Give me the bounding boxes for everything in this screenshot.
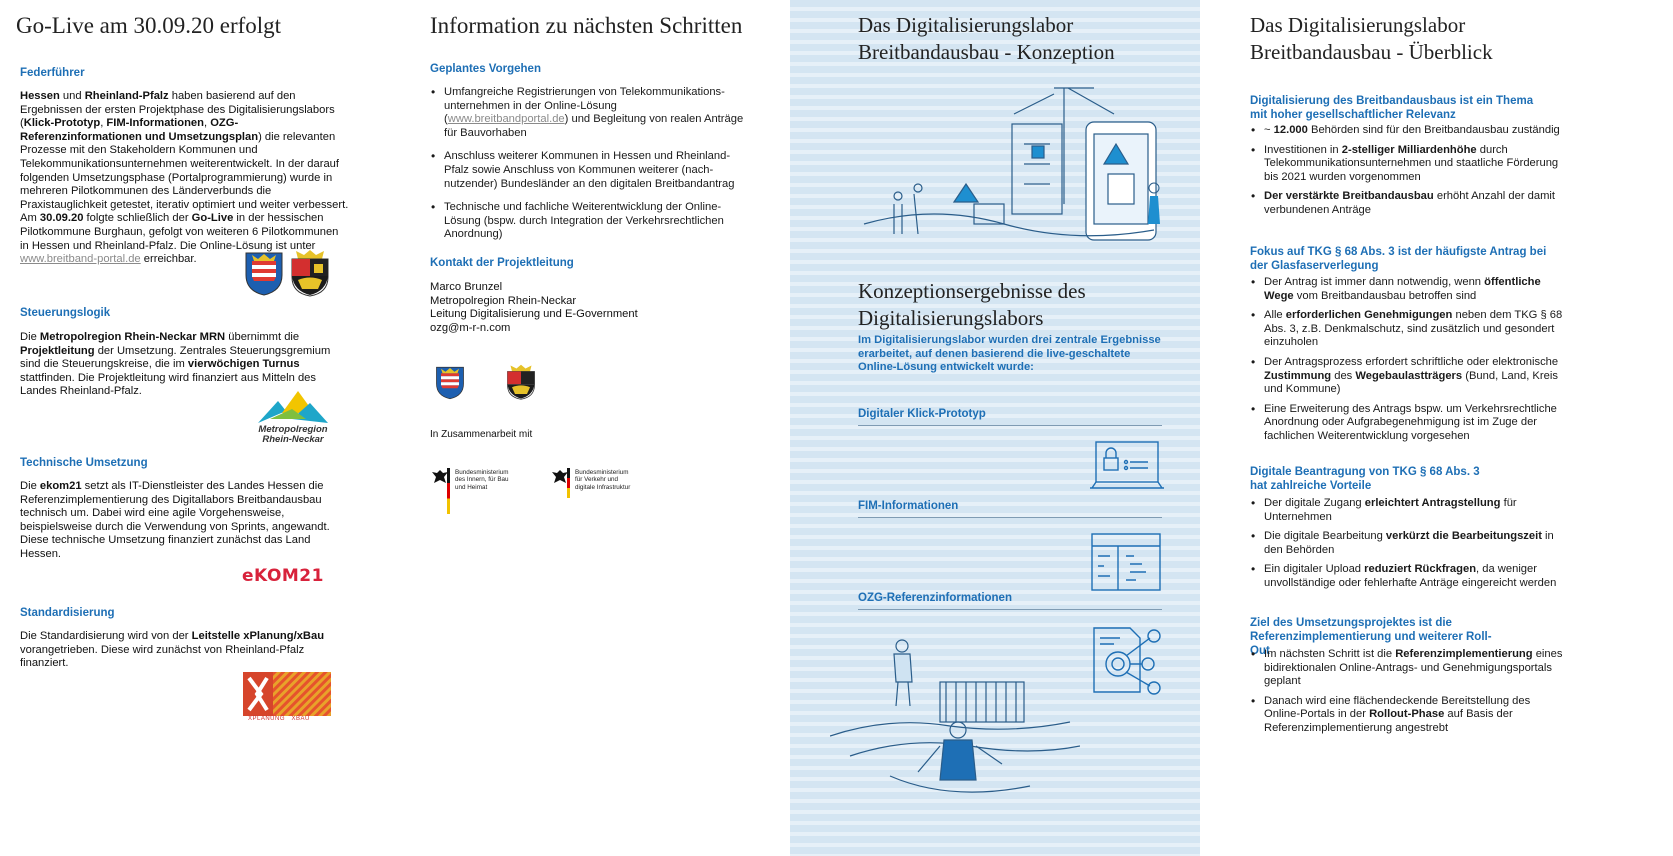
- standardisierung-text: Die Standardisierung wird von der Leitstelle xPlanung/xBau vorangetrieben. Diese wird zunächst von Rheinland-Pfalz finanziert.: [20, 630, 325, 670]
- result-divider: [858, 517, 1162, 518]
- result-divider: [858, 609, 1162, 610]
- vorteile-list: [1250, 497, 1564, 599]
- breitband-portal-link[interactable]: www.breitband-portal.de: [20, 253, 141, 266]
- relevanz-list: [1250, 124, 1564, 226]
- list-item: • Im nächsten Schritt ist die Referenzimplementierung eines bidirektionalen Online-Antrags- und Genehmigungsportals geplant: [1264, 648, 1564, 689]
- geplantes-vorgehen-heading: Geplantes Vorgehen: [430, 63, 541, 75]
- steuerungslogik-heading: Steuerungslogik: [20, 307, 111, 319]
- ekom21-logo: eKOM21: [242, 566, 324, 586]
- ziel-heading: Ziel des Umsetzungsprojektes ist die Referenzimplementierung und weiterer Roll-Out: [1250, 617, 1492, 657]
- hessen-coat-of-arms-icon: [435, 364, 465, 402]
- list-item: • ~ 12.000 Behörden sind für den Breitbandausbau zuständig: [1264, 124, 1564, 138]
- xplanung-xbau-logo: [243, 672, 331, 716]
- ziel-list: [1250, 648, 1564, 744]
- vorteile-heading: Digitale Beantragung von TKG § 68 Abs. 3 hat zahlreiche Vorteile: [1250, 466, 1480, 492]
- bmi-flag-bar: [447, 468, 450, 514]
- result-divider: [858, 425, 1162, 426]
- hessen-coat-of-arms-icon: [244, 251, 284, 297]
- laptop-login-icon: [1090, 440, 1164, 494]
- construction-worker-illustration: [830, 626, 1080, 816]
- go-live-title: Go-Live am 30.09.20 erfolgt: [16, 13, 282, 38]
- federfuehrer-text: Hessen und Rheinland-Pfalz haben basierend auf den Ergebnissen der ersten Projektphase des Digitalisierungslabors (Klick-Prototyp, FIM-Informationen, OZG-Referenzinformationen und Umsetzungsplan) die relevanten Prozesse mit den Stakeholdern Kommunen und Telekommunikationsunternehmen weiterentwickelt. In der darauf folgenden Umsetzungsphase (Portalprogrammierung) wurde in mehreren Pilotkommunen des Länderverbunds die Praxistauglichkeit getestet, iterativ optimiert und weiter verbessert. Am 30.09.20 folgte schließlich der Go-Live in der hessischen Pilotkommune Burghaun, gefolgt von weiteren 6 Pilotkommunen in Hessen und Rheinland-Pfalz. Die Online-Lösung ist unter www.breitband-portal.de erreichbar.: [20, 90, 349, 266]
- column-konzeption: [790, 0, 1200, 856]
- technische-umsetzung-text: Die ekom21 setzt als IT-Dienstleister des Landes Hessen die Referenzimplementierung des Digitallabors Breitbandausbau technisch um. Dabei wird eine agile Vorgehensweise, beispielsweise durch die Verwendung von Sprints, angewandt. Diese technische Umsetzung finanziert zunächst das Land Hessen.: [20, 480, 330, 560]
- list-item: • Alle erforderlichen Genehmigungen neben dem TKG § 68 Abs. 3, z.B. Denkmalschutz, sind zusätzlich und gesondert einzuholen: [1264, 309, 1568, 350]
- list-item: • Die digitale Bearbeitung verkürzt die Bearbeitungszeit in den Behörden: [1264, 530, 1564, 557]
- breitbandportal-link[interactable]: www.breitbandportal.de: [447, 113, 565, 126]
- xplanung-xbau-caption: XPLANUNG XBAU: [248, 716, 310, 722]
- next-steps-title: Information zu nächsten Schritten: [430, 13, 743, 38]
- kontakt-block: [430, 281, 730, 335]
- konzeptionsergebnisse-title: Konzeptionsergebnisse des Digitalisierungslabors: [858, 279, 1086, 330]
- kontakt-email[interactable]: ozg@m-r-n.com: [430, 321, 511, 334]
- konzeption-intro: Im Digitalisierungslabor wurden drei zentrale Ergebnisse erarbeitet, auf denen basierend die live-geschaltete Online-Lösung entwickelt wurde:: [858, 334, 1161, 374]
- rheinland-pfalz-coat-of-arms-icon: [290, 249, 330, 297]
- document-structure-icon: [1090, 532, 1162, 592]
- bmvi-flag-bar: [567, 468, 570, 498]
- list-item: • Eine Erweiterung des Antrags bspw. um Verkehrsrechtliche Anordnung oder Aufgrabegenehmigung ist im Zuge der fachlichen Weiterentwicklung vorgesehen: [1264, 403, 1568, 444]
- technische-umsetzung-heading: Technische Umsetzung: [20, 457, 148, 469]
- column-next-steps: [395, 0, 790, 856]
- list-item: • Umfangreiche Registrierungen von Telekommunikations-unternehmen in der Online-Lösung (www.breitbandportal.de) und Begleitung von realen Anträge für Bauvorhaben: [444, 86, 744, 140]
- column-go-live: [0, 0, 395, 856]
- data-document-icon: [1090, 624, 1166, 696]
- bmvi-logo: [551, 468, 661, 516]
- column-ueberblick: [1200, 0, 1673, 856]
- bmvi-text: Bundesministerium für Verkehr und digitale Infrastruktur: [575, 469, 631, 491]
- konzeption-title: Das Digitalisierungslabor Breitbandausbau - Konzeption: [858, 13, 1115, 64]
- kontakt-heading: Kontakt der Projektleitung: [430, 257, 574, 269]
- list-item: • Der Antrag ist immer dann notwendig, wenn öffentliche Wege vom Breitbandausbau betroffen sind: [1264, 276, 1568, 303]
- kontakt-org: Metropolregion Rhein-Neckar: [430, 294, 577, 307]
- kontakt-role: Leitung Digitalisierung und E-Government: [430, 308, 638, 321]
- kontakt-name: Marco Brunzel: [430, 281, 503, 293]
- construction-smartphone-illustration: [854, 84, 1174, 250]
- zusammenarbeit-label: In Zusammenarbeit mit: [430, 429, 533, 440]
- list-item: • Anschluss weiterer Kommunen in Hessen und Rheinland-Pfalz sowie Anschluss von Kommunen weiterer (nach-nutzender) Bundesländer an den digitalen Breitbandantrag: [444, 150, 744, 191]
- bmi-logo: [431, 468, 531, 516]
- list-item: • Der digitale Zugang erleichtert Antragstellung für Unternehmen: [1264, 497, 1564, 524]
- result-ozg-referenzinformationen: OZG-Referenzinformationen: [858, 592, 1012, 604]
- list-item: • Technische und fachliche Weiterentwicklung der Online-Lösung (bspw. durch Integration der Verkehrsrechtlichen Anordnung): [444, 201, 744, 242]
- bmi-text: Bundesministerium des Innern, für Bau und Heimat: [455, 469, 509, 491]
- rheinland-pfalz-coat-of-arms-icon: [506, 362, 536, 402]
- metropolregion-logo-text: Metropolregion Rhein-Neckar: [258, 424, 328, 445]
- vorgehen-list: [430, 86, 744, 250]
- list-item: • Danach wird eine flächendeckende Bereitstellung des Online-Portals in der Rollout-Phase auf Basis der Referenzimplementierung angestrebt: [1264, 695, 1564, 736]
- ueberblick-title: Das Digitalisierungslabor Breitbandausbau - Überblick: [1250, 13, 1493, 64]
- standardisierung-heading: Standardisierung: [20, 607, 115, 619]
- federfuehrer-heading: Federführer: [20, 67, 85, 79]
- list-item: • Ein digitaler Upload reduziert Rückfragen, da weniger unvollständige oder fehlerhafte Anträge eingereicht werden: [1264, 563, 1564, 590]
- list-item: • Der Antragsprozess erfordert schriftliche oder elektronische Zustimmung des Wegebaulastträgers (Bund, Land, Kreis und Kommune): [1264, 356, 1568, 397]
- steuerungslogik-text: Die Metropolregion Rhein-Neckar MRN übernimmt die Projektleitung der Umsetzung. Zentrales Steuerungsgremium sind die Steuerungskreise, die im vierwöchigen Turnus stattfinden. Die Projektleitung wird finanziert aus Mitteln des Landes Rheinland-Pfalz.: [20, 331, 331, 398]
- tkg-fokus-heading: Fokus auf TKG § 68 Abs. 3 ist der häufigste Antrag bei der Glasfaserverlegung: [1250, 246, 1547, 272]
- result-fim-informationen: FIM-Informationen: [858, 500, 959, 512]
- list-item: • Investitionen in 2-stelliger Milliardenhöhe durch Telekommunikationsunternehmen und staatliche Förderung bis 2021 wurden vorgenommen: [1264, 144, 1564, 185]
- list-item: • Der verstärkte Breitbandausbau erhöht Anzahl der damit verbundenen Anträge: [1264, 190, 1564, 217]
- tkg-fokus-list: [1250, 276, 1568, 452]
- metropolregion-logo: [256, 389, 330, 425]
- relevanz-heading: Digitalisierung des Breitbandausbaus ist ein Thema mit hoher gesellschaftlicher Relevanz: [1250, 95, 1534, 121]
- result-klick-prototyp: Digitaler Klick-Prototyp: [858, 408, 986, 420]
